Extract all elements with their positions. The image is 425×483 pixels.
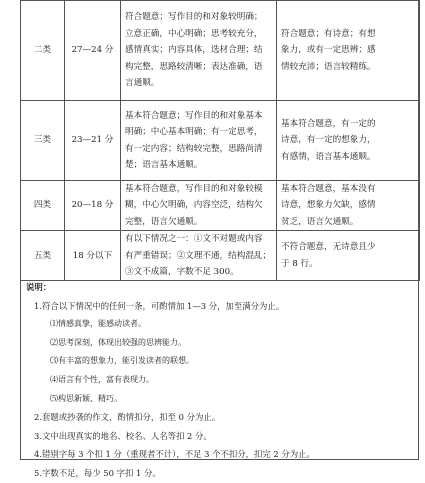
criteria-cell: 有以下情况之一：①文不对题或内容 有严重错误；②文理不通，结构混乱； ③文不成篇，字数不足 300。 xyxy=(121,231,277,281)
note-item: 5.字数不足，每少 50 字扣 1 分。 xyxy=(34,467,161,478)
table-row xyxy=(21,181,420,231)
creative-criteria-cell: 基本符合题意，有一定的 诗意，有一定的想象力， 有感情，语言基本通顺。 xyxy=(277,101,420,181)
grade-category: 二类 xyxy=(21,1,65,101)
score-range: 27—24 分 xyxy=(65,1,121,101)
notes-title: 说明： xyxy=(26,282,52,292)
creative-criteria-cell: 基本符合题意，基本没有 诗意，想象力欠缺，感情 贫乏，语言欠通顺。 xyxy=(277,181,420,231)
criteria-cell: 符合题意；写作目的和对象较明确； 立意正确，中心明确；思考较充分， 感情真实；内容具体，选材合理；结 构完整，思路较清晰；表达准确，语 言通顺。 xyxy=(121,1,277,101)
criteria-cell: 基本符合题意，写作目的和对象较模 糊，中心欠明确，内容空泛，结构欠 完整，语言欠通顺。 xyxy=(121,181,277,231)
creative-criteria-cell: 不符合题意，无诗意且少 于 8 行。 xyxy=(277,231,420,281)
notes-section xyxy=(20,272,419,483)
table-row xyxy=(21,101,420,181)
grade-category: 五类 xyxy=(21,231,65,281)
grade-category: 三类 xyxy=(21,101,65,181)
note-subitem: ⑸构思新颖、精巧。 xyxy=(50,393,122,403)
table-row xyxy=(21,1,420,101)
score-range: 23—21 分 xyxy=(65,101,121,181)
grading-table xyxy=(20,0,420,281)
grade-category: 四类 xyxy=(21,181,65,231)
creative-criteria-cell: 符合题意；有诗意；有想 象力，或有一定思辨；感 情较充沛；语言较精练。 xyxy=(277,1,420,101)
score-range: 20—18 分 xyxy=(65,181,121,231)
note-subitem: ⑴情感真挚，能感动读者。 xyxy=(50,319,146,329)
score-range: 18 分以下 xyxy=(65,231,121,281)
note-subitem: ⑷语言有个性，富有表现力。 xyxy=(50,374,154,384)
note-item: 2.套题或抄袭的作文，酌情扣分，扣至 0 分为止。 xyxy=(34,412,221,423)
criteria-cell: 基本符合题意；写作目的和对象基本 明确；中心基本明确；有一定思考， 有一定内容；结构较完整，思路尚清 楚；语言基本通顺。 xyxy=(121,101,277,181)
note-item: 3.文中出现真实的地名、校名、人名等扣 2 分。 xyxy=(34,430,212,441)
note-item: 1.符合以下情况中的任何一条，可酌情加 1—3 分，加至满分为止。 xyxy=(34,300,285,311)
note-subitem: ⑵思考深刻，体现出较强的思辨能力。 xyxy=(50,337,186,347)
note-item: 4.错别字每 3 个扣 1 分（重现者不计），不足 3 个不扣分，扣完 2 分为止。 xyxy=(34,449,315,460)
note-subitem: ⑶有丰富的想象力，能引发读者的联想。 xyxy=(50,356,194,366)
